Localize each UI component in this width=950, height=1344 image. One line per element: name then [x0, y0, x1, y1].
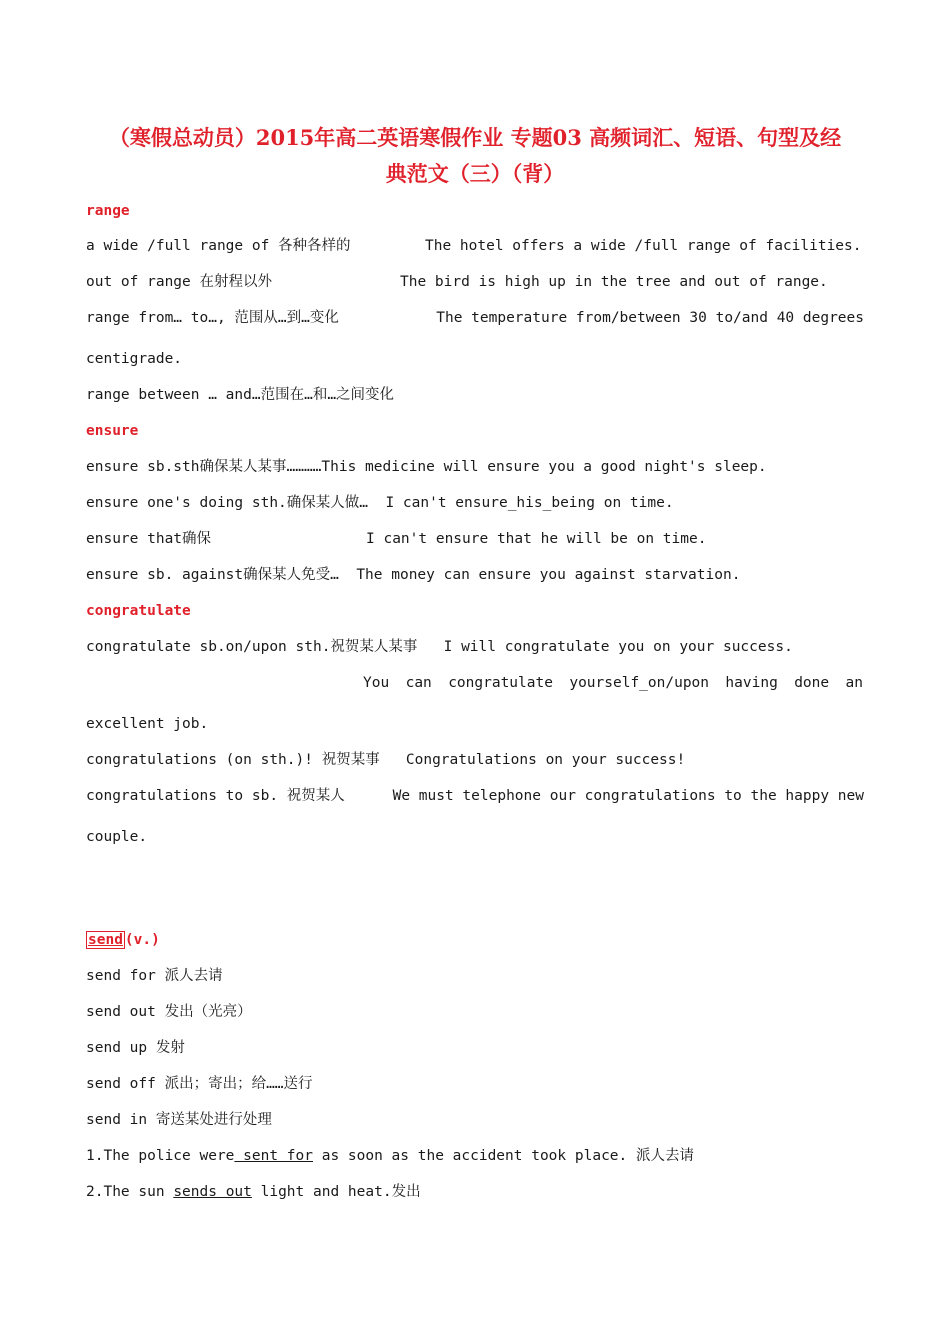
word: congratulate	[448, 675, 553, 691]
word: can	[405, 675, 432, 691]
word: having	[725, 675, 778, 691]
congratulate-example-4: We must telephone our congratulations to the happy new	[392, 788, 864, 804]
send-example-2	[86, 1183, 421, 1201]
title-line-2: 典范文（三）（背）	[385, 161, 565, 186]
send-phrase: send off 派出；寄出；给……送行	[86, 1076, 313, 1092]
congratulate-example-2-cont: excellent job.	[86, 716, 209, 732]
range-phrase-4: range between … and…范围在…和…之间变化	[86, 387, 395, 403]
word: You	[363, 675, 390, 691]
ensure-example-3: I can't ensure that he will be on time.	[366, 531, 707, 547]
congratulate-phrase-4: congratulations to sb. 祝贺某人	[86, 788, 345, 804]
example-text: 2.The sun	[86, 1184, 174, 1200]
word: done	[794, 675, 830, 691]
ensure-phrase-3: ensure that确保	[86, 531, 212, 547]
ensure-line-4: ensure sb. against确保某人免受… The money can ensure you against starvation.	[86, 567, 741, 583]
range-example-3: The temperature from/between 30 to/and 40 degrees	[436, 310, 864, 326]
word: an	[845, 675, 863, 691]
title-line-1: （寒假总动员）2015年高二英语寒假作业 专题03 高频词汇、短语、句型及经	[108, 125, 842, 150]
send-phrase: send in 寄送某处进行处理	[86, 1112, 272, 1128]
range-phrase-2: out of range 在射程以外	[86, 274, 272, 290]
range-phrase-3: range from… to…, 范围从…到…变化	[86, 310, 339, 326]
ensure-line-1: ensure sb.sth确保某人某事…………This medicine will ensure you a good night's sleep.	[86, 459, 767, 475]
heading-range: range	[86, 203, 130, 219]
congratulate-example-4-cont: couple.	[86, 829, 148, 845]
underlined-phrase: sent for	[234, 1148, 313, 1164]
example-text: as soon as the accident took place. 派人去请	[312, 1148, 694, 1164]
send-pos: (v.)	[124, 932, 160, 948]
range-phrase-1: a wide /full range of 各种各样的	[86, 238, 351, 254]
heading-ensure: ensure	[86, 423, 139, 439]
example-text: light and heat.发出	[251, 1184, 421, 1200]
document-title	[80, 120, 870, 192]
range-example-3-cont: centigrade.	[86, 351, 183, 367]
range-example-2: The bird is high up in the tree and out of range.	[400, 274, 828, 290]
send-phrase: send up 发射	[86, 1040, 185, 1056]
word: yourself_on/upon	[569, 675, 710, 691]
heading-congratulate: congratulate	[86, 603, 191, 619]
send-phrase: send for 派人去请	[86, 968, 223, 984]
send-headword: send	[88, 932, 123, 948]
congratulate-example-2	[363, 674, 863, 692]
ensure-line-2: ensure one's doing sth.确保某人做… I can't ensure_his_being on time.	[86, 495, 674, 511]
underlined-phrase: sends out	[173, 1184, 252, 1200]
range-example-1: The hotel offers a wide /full range of facilities.	[425, 238, 862, 254]
congratulate-line-1: congratulate sb.on/upon sth.祝贺某人某事 I will congratulate you on your success.	[86, 639, 793, 655]
send-example-1	[86, 1147, 694, 1165]
congratulate-line-3: congratulations (on sth.)! 祝贺某事 Congratulations on your success!	[86, 752, 686, 768]
example-text: 1.The police were	[86, 1148, 235, 1164]
heading-send	[86, 931, 160, 949]
send-phrase: send out 发出（光亮）	[86, 1004, 252, 1020]
